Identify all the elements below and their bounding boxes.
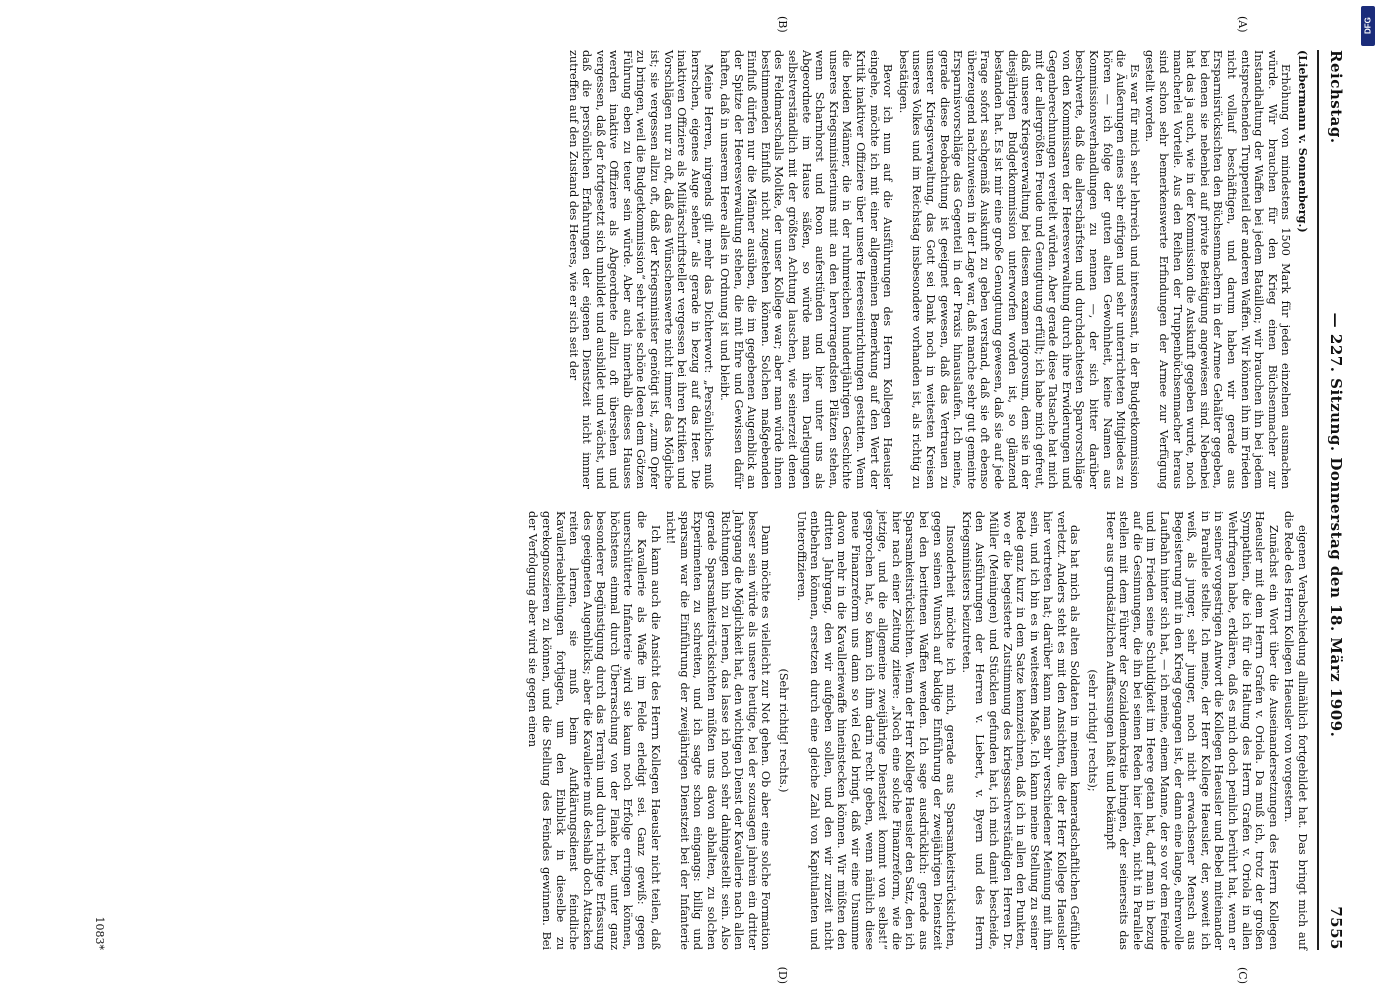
paragraph: Zunächst ein Wort über die Auseinandersetzungen des Herrn Kollegen Haeusler mit dem Herrn Grafen v. Oriola. Da muß ich, trotz der großen Sympathien, die ich für die Haltung des Herrn Grafen v. Oriola in allen Wehrfragen habe, erklären, daß es mich doch peinlich berührt hat, wenn er in seiner vorgestrigen Antwort die Kollegen Haeusler und Bebel miteinander in Parallele stellte. Ich meine, der Herr Kollege Haeusler, der, soweit ich weiß, als junger, sehr junger, noch nicht erwachsener Mensch aus Begeisterung mit in den Krieg gegangen ist, der dann eine lange, ehrenvolle Laufbahn hinter sich hat, — ich meine, einem Manne, der so vor dem Feinde und im Frieden seine Schuldigkeit im Heere getan hat, darf man in bezug auf die Gesinnungen, die ihn bei seinen Reden hier leiten, nicht in Parallele stellen mit dem Führer der Sozialdemokratie bringen, der seinerseits das Heer aus grundsätzlichen Auffassungen haßt und bekämpft [1103, 511, 1280, 950]
margin-marker-a: (A) [1235, 16, 1249, 33]
paragraph: Ich kann auch die Ansicht des Herrn Kollegen Haeusler nicht teilen, daß die Kavallerie als Waffe im Felde erledigt sei. Ganz gewiß: gegen unerschütterte Infanterie wird sie kaum noch Erfolge erringen können, höchstens einmal durch Überraschung von der Flanke her, unter ganz besonderer Begünstigung durch das Terrain und durch richtige Erfassung des geeigneten Augenblicks; aber die Kavallerie muß deshalb doch Attacken reiten lernen, sie muß beim Aufklärungsdienst feindliche Kavallerieabteilungen fortjagen, um den Einblick in dieselbe zu gerekognoszieren zu können, und die Stellung des Feindes gewinnen. Bei der Verfolgung aber wird sie gegen einen [525, 511, 662, 950]
interjection: (Sehr richtig! rechts.) [776, 668, 790, 793]
header-left: Reichstag. [1326, 50, 1345, 144]
margin-marker-d: (D) [775, 966, 789, 984]
interjection: (sehr richtig! rechts); [1085, 669, 1099, 792]
rotated-page-content [92, 16, 1353, 984]
text-columns [121, 16, 1310, 984]
footer-number: 1083* [92, 916, 106, 950]
right-column [121, 511, 1309, 984]
paragraph: Meine Herren, nirgends gilt mehr das Dichterwort: „Persönliches muß herrschen, eigenes Auge sehen“ als gerade in bezug auf das Heer. Die inaktiven Offiziere als Militärschriftsteller vergessen bei ihren Kritiken und Vorschlägen nur zu oft, daß das Wünschenswerte nicht immer das Mögliche ist; sie vergessen allzu oft, daß der Kriegsminister genötigt ist, „zum Opfer zu bringen, weil die Budgetkommission“ sehr viele schöne Ideen dem Götzen Führung eben zu teuer sein würde. Aber auch innerhalb dieses Hauses werden inaktive Offiziere als Abgeordnete allzu oft übersehen und vergessen, daß der fortgesetzt sich umbildet und ausbildet und wächst, und daß die persönlichen Erfahrungen der eigenen Dienstzeit nicht immer zutreffen auf den Zustand des Heeres, wie er sich seit der [566, 50, 715, 489]
paragraph: Erhöhung von mindestens 1500 Mark für jeden einzelnen ausmachen würde. Wir brauchen für den Krieg einen Büchsenmacher zur Instandhaltung der Waffen bei jedem Bataillon; wir brauchen ihn bei jedem entsprechenden Truppenteil der anderen Waffen. Wir können ihn im Frieden nicht vollauf beschäftigen, und darum haben wir gerade aus Ersparnisrücksichten den Büchsenmachern in der Armee Gehälter gegeben, bei denen sie nebenbei auf private Betätigung angewiesen sind. Nebenbei hat das ja auch, wie in der Kommission die Auskunft gegeben wurde, noch mancherlei Vorteile. Aus den Reihen der Truppenbüchsenmacher heraus sind schon sehr bemerkenswerte Erfindungen der Armee zur Verfügung gestellt worden. [1142, 50, 1292, 489]
dfg-logo: DFG [1361, 6, 1375, 46]
paragraph: das hat mich als alten Soldaten in meinem kameradschaftlichen Gefühle verletzt. Anders steht es mit den Ansichten, die der Herr Kollege Haeusler hier vertreten hat; darüber kann man sehr verschiedener Meinung mit ihm sein, und ich bin es in weitestem Maße. Ich kann meine Stellung zu seiner Rede ganz kurz in dem Satze kennzeichnen, daß ich in allen den Punkten, wo er die begeisterte Zustimmung des kriegssachverständigen Herren Dr. Müller (Meiningen) und Stücklen gefunden hat, ich mich damit bescheide, den Ausführungen der Herren v. Liebert, v. Byern und des Herrn Kriegsministers beizutreten. [959, 511, 1081, 950]
left-column [121, 16, 1310, 489]
page-header [1317, 50, 1353, 950]
page-number: 7555 [1326, 906, 1345, 950]
paragraph: Insonderheit möchte ich mich, gerade aus Sparsamkeitsrücksichten, gegen seinen Wunsch auf baldige Einführung der zweijährigen Dienstzeit bei den berittenen Waffen wenden. Ich sage ausdrücklich: gerade aus Sparsamkeitsrücksichten. Wenn der Herr Kollege Haeusler den Satz, den ich hier nach einer Zeitung zitiere: „Noch eine solche Finanzreform, wie die jetzige, und die allgemeine zweijährige Dienstzeit kommt von selbst!“ gesprochen hat, so kann ich ihm darin recht geben, wenn nämlich diese neue Finanzreform uns dann so viel Geld bringt, daß wir eine Unsumme davon mehr in die Kavalleriewaffe hineinstecken können. Wir müßten den dritten Jahrgang, den wir aufgeben sollen, und den wir zurzeit nicht entbehren können, ersetzen durch eine gleiche Zahl von Kapitulanten und Unteroffizieren. [794, 511, 957, 950]
margin-marker-c: (C) [1235, 967, 1249, 984]
paragraph: eigenen Verabschiedung allmählich fortgebildet hat. Das bringt mich auf die Rede des Herrn Kollegen Haeusler von vorgestern. [1281, 511, 1309, 950]
margin-marker-b: (B) [775, 16, 789, 33]
paragraph: Dann möchte es vielleicht zur Not gehen. Ob aber eine solche Formation besser sein würde als unsere heutige, bei der sozusagen jahrein ein dritter Jahrgang die Möglichkeit hat, den wichtigen Dienst der Kavallerie nach allen Richtungen hin zu lernen, das lasse ich noch sehr dahingestellt sein. Also gerade Sparsamkeitsrücksichten müßten uns davon abhalten, zu solchen Experimenten zu schreiten, und ich sagte schon eingangs: billig und sparsam war die Einführung der zweijährigen Dienstzeit bei der Infanterie nicht! [663, 511, 772, 950]
paragraph: Bevor ich nun auf die Ausführungen des Herrn Kollegen Haeusler eingehe, möchte ich mit einer allgemeinen Bemerkung auf den Wert der Kritik inaktiver Offiziere über unsere Heereseinrichtungen gestatten. Wenn die beiden Männer, die in der ruhmreichen hundertjährigen Geschichte unseres Kriegsministeriums mit an den hervorragendsten Plätzen stehen, wenn Scharnhorst und Roon auferstünden und hier unter uns als Abgeordnete im Hause säßen, so würde man ihren Darlegungen selbstverständlich mit der größten Achtung lauschen, wie seinerzeit denen des Feldmarschalls Moltke, der unser Kollege war; aber man würde ihnen bestimmenden Einfluß nicht zugestehen können. Solchen maßgebenden Einfluß dürfen nur die Männer ausüben, die im gegebenen Augenblick an der Spitze der Heeresverwaltung stehen, die mit Ehre und Gewissen dafür haften, daß in unserem Heere alles in Ordnung ist und bleibt. [717, 50, 894, 489]
header-center: — 227. Sitzung. Donnerstag den 18. März 1909. [1326, 312, 1345, 738]
speaker-line: (Liebermann v. Sonnenberg.) [1295, 50, 1310, 233]
paragraph: Es war für mich sehr lehrreich und interessant, in der Budgetkommission die Äußerungen eines sehr eifrigen und sehr unterrichteten Mitgliedes zu hören — ich folge der guten alten Gewohnheit, keine Namen aus Kommissionsverhandlungen zu nennen —, der sich bitter darüber beschwerte, daß die allerschärfsten und durchdachtesten Sparvorschläge von den Kommissaren der Heeresverwaltung durch ihre Erwiderungen und Gegenberechnungen vereitelt würden. Aber gerade diese Tatsache hat mich mit der allergrößten Freude und Genugtuung erfüllt; ich habe mich gefreut, daß unsere Kriegsverwaltung bei diesem examen rigorosum, dem sie in der diesjährigen Budgetkommission unterworfen worden ist, so glänzend bestanden hat. Es ist mir eine große Genugtuung gewesen, daß sie auf jede Frage sofort sachgemäß Auskunft zu geben verstand, daß sie oft ebenso überzeugend nachzuweisen in der Lage war, daß manche sehr gut gemeinte Ersparnisvorschläge das Gegenteil in der Praxis hinauslaufen. Ich meine, gerade diese Beobachtung ist geeignet gewesen, daß das Vertrauen zu unserer Kriegsverwaltung, das Gott sei Dank noch in weitesten Kreisen unseres Volkes und im Reichstag insbesondere vorhanden ist, als richtig zu bestätigen. [896, 50, 1141, 489]
